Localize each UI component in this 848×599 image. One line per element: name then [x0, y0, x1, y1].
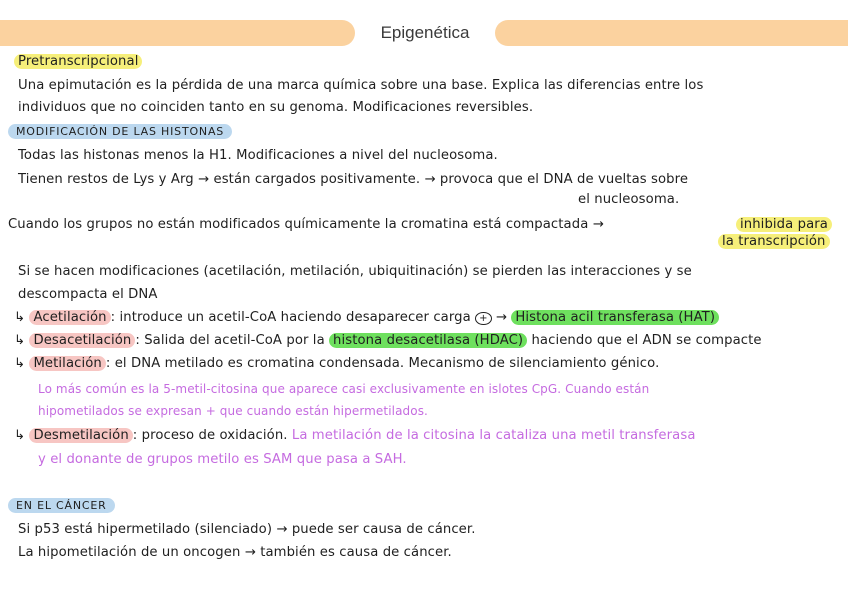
text-fragment: Si p53 está hipermetilado (silenciado)	[18, 522, 273, 537]
highlight-text: inhibida para	[736, 217, 832, 232]
note-line: hipometilados se expresan + que cuando están hipermetilados.	[38, 404, 428, 418]
text-fragment: están cargados positivamente.	[213, 172, 421, 187]
text-line	[8, 215, 604, 235]
page-title: Epigenética	[380, 23, 470, 42]
text-line: Una epimutación es la pérdida de una marca química sobre una base. Explica las diferencias entre los	[18, 78, 704, 93]
text-fragment: La hipometilación de un oncogen	[18, 545, 241, 560]
text-fragment: Tienen restos de Lys y Arg	[18, 172, 194, 187]
hook-arrow-icon: ↳	[14, 428, 26, 443]
list-item-desacetilacion	[14, 331, 762, 351]
term-label: Desacetilación	[29, 333, 135, 348]
text-line: individuos que no coinciden tanto en su genoma. Modificaciones reversibles.	[18, 100, 534, 115]
text-line	[18, 520, 476, 540]
arrow-right-icon: →	[276, 522, 288, 537]
text-line	[18, 543, 452, 563]
text-fragment: : introduce un acetil-CoA haciendo desaparecer carga	[110, 310, 471, 325]
note-fragment: La metilación de la citosina la cataliza una metil transferasa	[291, 428, 696, 443]
header-bar-right	[495, 20, 848, 46]
arrow-right-icon: →	[592, 217, 604, 232]
text-fragment: : Salida del acetil-CoA por la	[135, 333, 325, 348]
text-fragment: : el DNA metilado es cromatina condensada. Mecanismo de silenciamiento génico.	[105, 356, 660, 371]
text-line: descompacta el DNA	[18, 287, 158, 302]
text-fragment: provoca que el DNA de vueltas sobre	[439, 172, 689, 187]
text-fragment: puede ser causa de cáncer.	[291, 522, 476, 537]
highlight-text: la transcripción	[718, 234, 830, 249]
text-fragment: Cuando los grupos no están modificados químicamente la cromatina está compactada	[8, 217, 589, 232]
text-fragment: también es causa de cáncer.	[260, 545, 452, 560]
arrow-right-icon: →	[198, 172, 210, 187]
enzyme-highlight: Histona acil transferasa (HAT)	[511, 310, 719, 325]
list-item-metilacion	[14, 354, 659, 374]
text-line: Todas las histonas menos la H1. Modificaciones a nivel del nucleosoma.	[18, 148, 498, 163]
section-heading-cancer	[8, 496, 115, 516]
hook-arrow-icon: ↳	[14, 356, 26, 371]
list-item-desmetilacion	[14, 426, 696, 446]
section-heading-pretranscripcional	[14, 52, 142, 72]
section-heading-histonas	[8, 122, 232, 142]
note-line: Lo más común es la 5-metil-citosina que aparece casi exclusivamente en islotes CpG. Cuando están	[38, 382, 650, 396]
header-bar-left	[0, 20, 355, 46]
arrow-right-icon: →	[244, 545, 256, 560]
term-label: Acetilación	[29, 310, 110, 325]
note-line: y el donante de grupos metilo es SAM que pasa a SAH.	[38, 452, 407, 467]
text-fragment: haciendo que el ADN se compacte	[531, 333, 762, 348]
hook-arrow-icon: ↳	[14, 310, 26, 325]
positive-charge-icon: +	[475, 312, 491, 325]
text-line: Si se hacen modificaciones (acetilación, metilación, ubiquitinación) se pierden las interacciones y se	[18, 264, 692, 279]
arrow-right-icon: →	[424, 172, 436, 187]
enzyme-highlight: histona desacetilasa (HDAC)	[329, 333, 527, 348]
heading-text: EN EL CÁNCER	[8, 498, 115, 513]
text-line: el nucleosoma.	[578, 192, 680, 207]
text-line	[18, 170, 688, 190]
arrow-right-icon: →	[495, 310, 508, 325]
term-label: Desmetilación	[29, 428, 132, 443]
term-label: Metilación	[29, 356, 105, 371]
text-fragment: : proceso de oxidación.	[132, 428, 288, 443]
heading-text: Pretranscripcional	[14, 54, 142, 69]
hook-arrow-icon: ↳	[14, 333, 26, 348]
heading-text: MODIFICACIÓN DE LAS HISTONAS	[8, 124, 232, 139]
highlight-transcripcion	[718, 232, 830, 252]
list-item-acetilacion	[14, 308, 719, 329]
